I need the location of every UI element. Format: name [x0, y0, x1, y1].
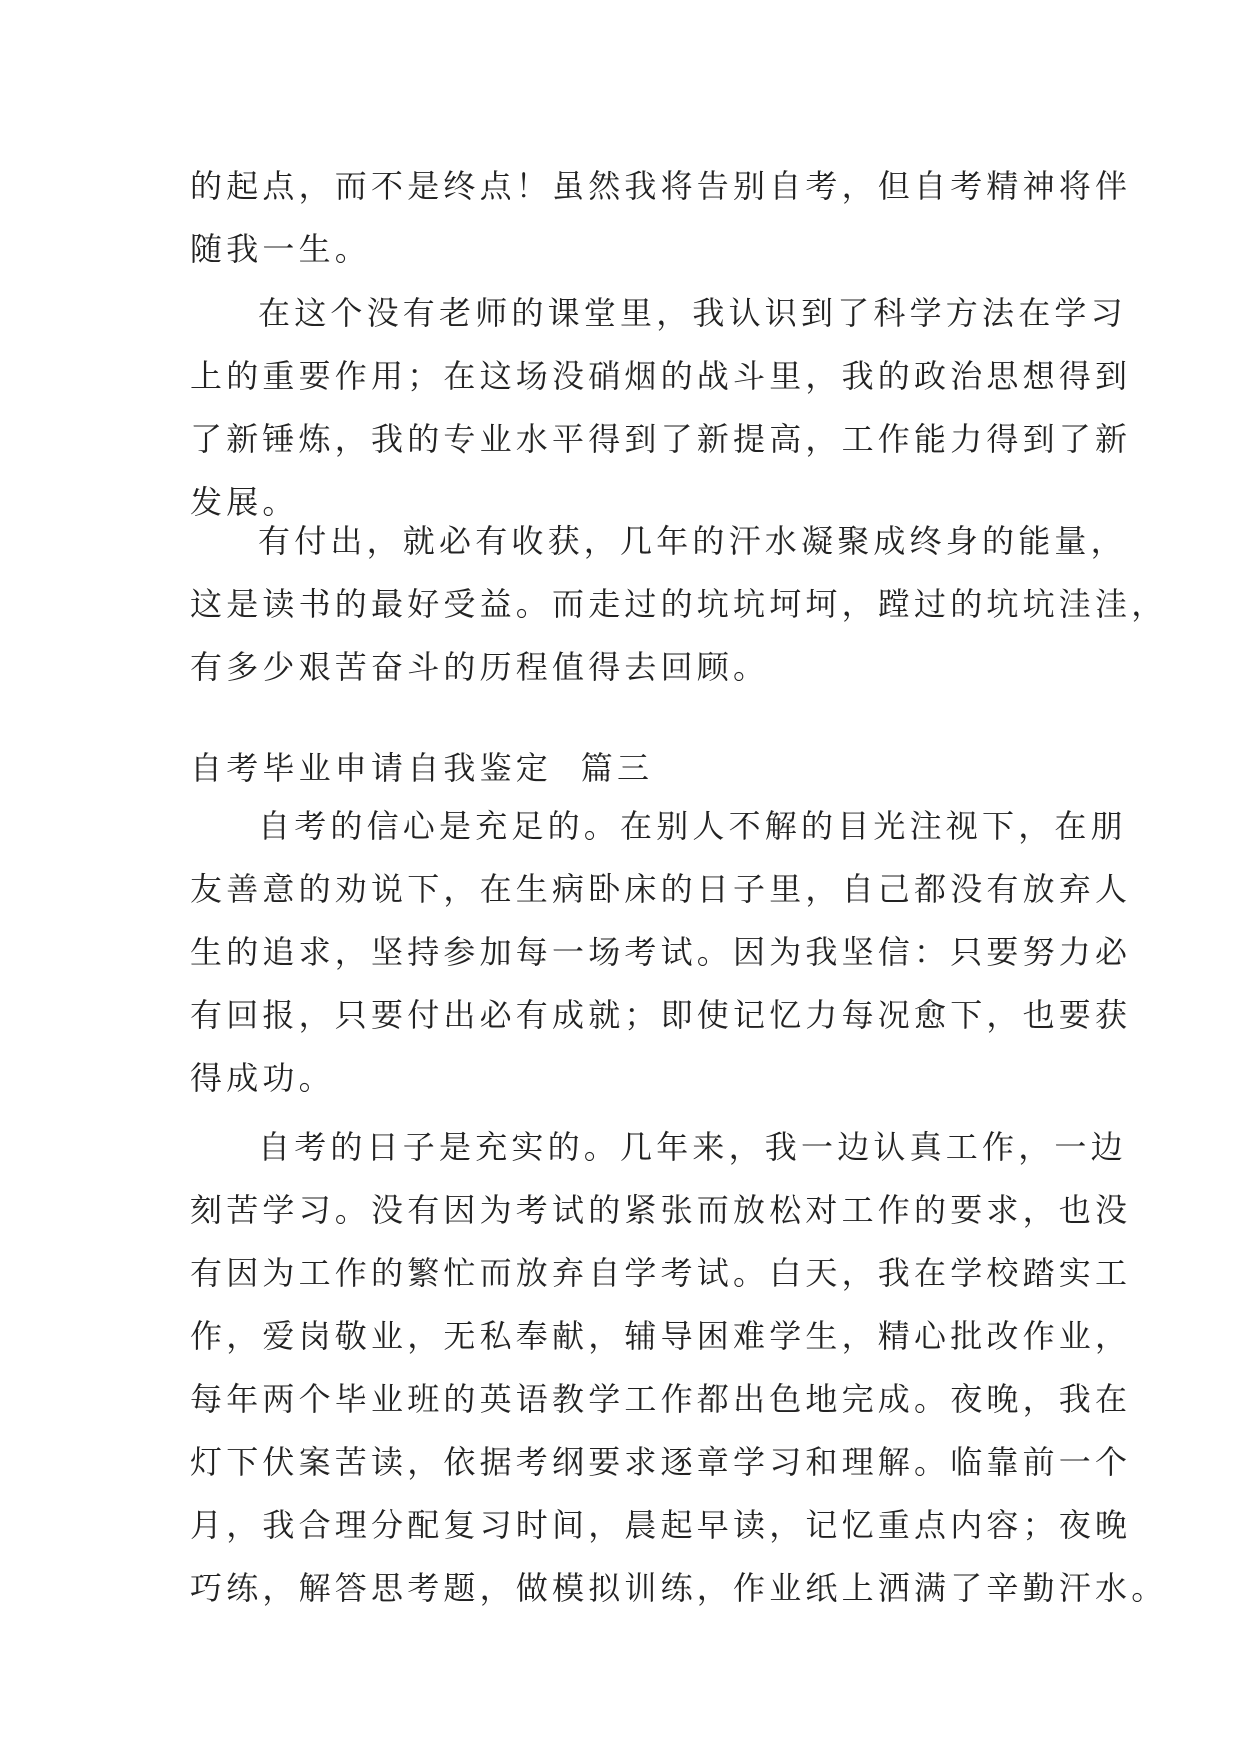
text-line: 在这个没有老师的课堂里，我认识到了科学方法在学习 — [258, 294, 1127, 332]
text-line: 友善意的劝说下，在生病卧床的日子里，自己都没有放弃人 — [190, 870, 1132, 908]
text-line: 这是读书的最好受益。而走过的坑坑坷坷，蹚过的坑坑洼洼， — [190, 585, 1168, 623]
text-line: 生的追求，坚持参加每一场考试。因为我坚信：只要努力必 — [190, 933, 1132, 971]
text-line: 发展。 — [190, 483, 299, 521]
text-line: 有付出，就必有收获，几年的汗水凝聚成终身的能量， — [258, 522, 1127, 560]
text-line: 有因为工作的繁忙而放弃自学考试。白天，我在学校踏实工 — [190, 1254, 1132, 1292]
text-line: 上的重要作用；在这场没硝烟的战斗里，我的政治思想得到 — [190, 357, 1132, 395]
text-line: 刻苦学习。没有因为考试的紧张而放松对工作的要求，也没 — [190, 1191, 1132, 1229]
text-line: 月，我合理分配复习时间，晨起早读，记忆重点内容；夜晚 — [190, 1506, 1132, 1544]
text-line: 自考的信心是充足的。在别人不解的目光注视下，在朋 — [258, 807, 1127, 845]
text-line: 有回报，只要付出必有成就；即使记忆力每况愈下，也要获 — [190, 996, 1132, 1034]
text-line: 作，爱岗敬业，无私奉献，辅导困难学生，精心批改作业， — [190, 1317, 1132, 1355]
text-line: 灯下伏案苦读，依据考纲要求逐章学习和理解。临靠前一个 — [190, 1443, 1132, 1481]
paragraph-fulfilling-days — [190, 1116, 1168, 1620]
text-line: 了新锤炼，我的专业水平得到了新提高，工作能力得到了新 — [190, 420, 1132, 458]
text-line: 每年两个毕业班的英语教学工作都出色地完成。夜晚，我在 — [190, 1380, 1132, 1418]
heading-text: 自考毕业申请自我鉴定 篇三 — [190, 749, 654, 787]
section-heading — [190, 737, 1050, 800]
text-line: 有多少艰苦奋斗的历程值得去回顾。 — [190, 648, 770, 686]
paragraph-harvest — [190, 510, 1168, 699]
paragraph-classroom — [190, 282, 1132, 534]
text-line: 的起点，而不是终点！虽然我将告别自考，但自考精神将伴 — [190, 167, 1132, 205]
text-line: 自考的日子是充实的。几年来，我一边认真工作，一边 — [258, 1128, 1127, 1166]
paragraph-confidence — [190, 795, 1132, 1110]
text-line: 随我一生。 — [190, 230, 372, 268]
text-line: 巧练，解答思考题，做模拟训练，作业纸上洒满了辛勤汗水。 — [190, 1569, 1168, 1607]
paragraph-continued — [190, 155, 1132, 281]
text-line: 得成功。 — [190, 1059, 335, 1097]
